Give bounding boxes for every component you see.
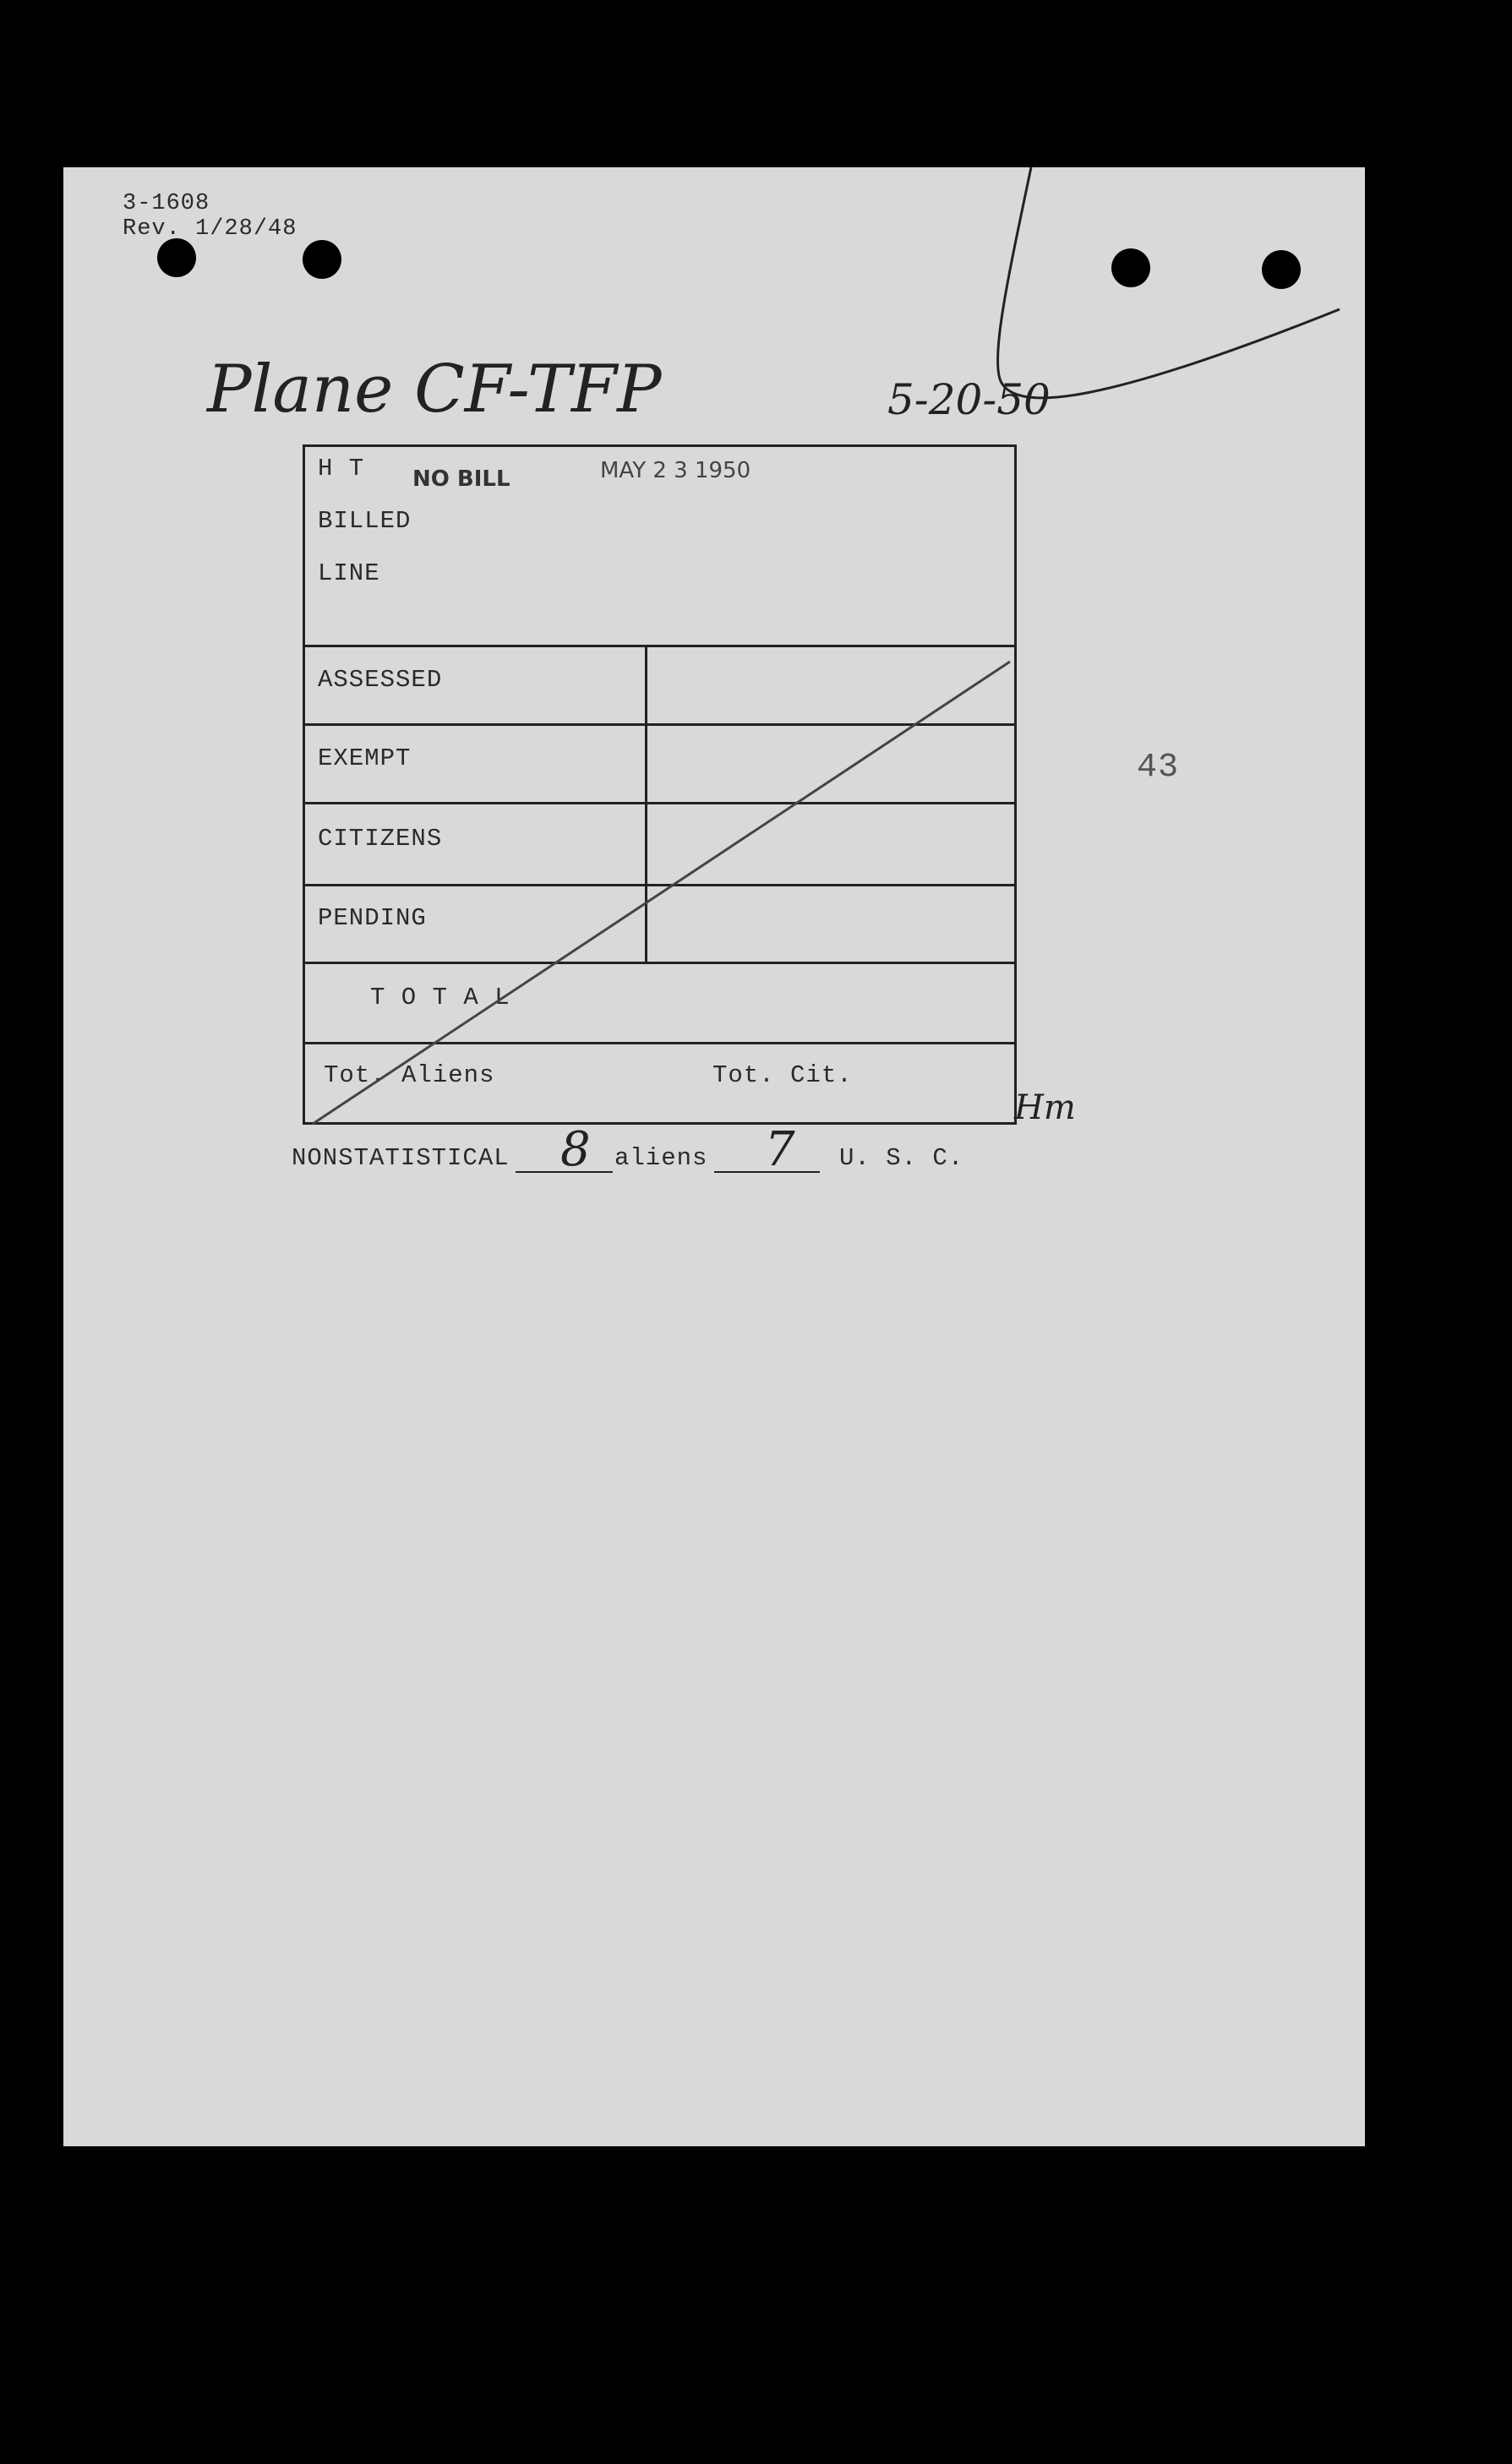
- nonstat-label: NONSTATISTICAL: [292, 1144, 510, 1172]
- footer-tot-cit: Tot. Cit.: [712, 1061, 853, 1089]
- handwritten-initials: Hm: [1014, 1088, 1076, 1127]
- row-label-exempt: EXEMPT: [318, 744, 412, 772]
- nonstat-aliens: aliens: [614, 1144, 708, 1172]
- header-line: LINE: [318, 559, 380, 587]
- stamp-no-bill: NO BILL: [412, 466, 510, 492]
- handwritten-date: 5-20-50: [887, 375, 1051, 424]
- stamp-date: MAY 2 3 1950: [600, 458, 751, 483]
- nonstat-usc-count: 7: [765, 1122, 795, 1177]
- side-number: 43: [1137, 749, 1180, 787]
- form-number: 3-1608: [123, 191, 210, 216]
- nonstat-usc: U. S. C.: [839, 1144, 964, 1172]
- handwritten-plane: Plane CF-TFP: [207, 352, 662, 428]
- header-billed: BILLED: [318, 507, 412, 535]
- footer-tot-aliens: Tot. Aliens: [324, 1061, 495, 1089]
- document-page: [63, 167, 1365, 2146]
- row-label-assessed: ASSESSED: [318, 666, 443, 694]
- pen-marks: [63, 167, 1365, 2146]
- form-revision: Rev. 1/28/48: [123, 216, 297, 242]
- cancel-diagonal-line: [313, 662, 1010, 1124]
- nonstat-aliens-count: 8: [560, 1122, 591, 1177]
- row-label-pending: PENDING: [318, 904, 427, 932]
- pen-curve: [997, 167, 1340, 398]
- total-label: T O T A L: [370, 984, 510, 1011]
- row-label-citizens: CITIZENS: [318, 825, 443, 853]
- header-ht: H T: [318, 455, 365, 482]
